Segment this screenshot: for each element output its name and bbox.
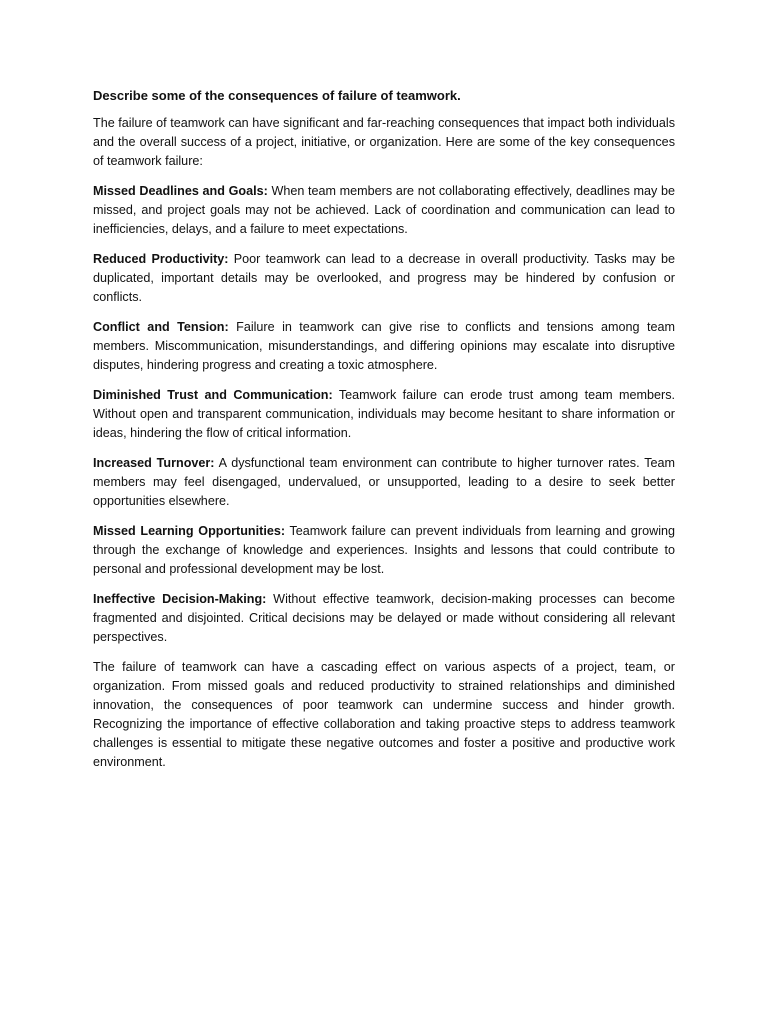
document-title: Describe some of the consequences of failure of teamwork. [93,88,461,103]
consequence-paragraph [93,182,675,239]
consequence-paragraph [93,386,675,443]
consequence-text: When team members are not collaborating effectively, deadlines may be missed, and project goals may not be achieved. Lack of coordination and communication can lead to inefficiencies, delays, and a failure to meet expectations. [93,184,676,236]
consequence-paragraph [93,454,675,511]
consequence-term: Conflict and Tension: [93,320,229,334]
consequence-term: Reduced Productivity: [93,252,229,266]
consequence-text: Without effective teamwork, decision-making processes can become fragmented and disjointed. Critical decisions may be delayed or made without considering all relevant perspectives. [93,592,675,644]
consequence-paragraph [93,590,675,647]
consequence-term: Increased Turnover: [93,456,215,470]
consequence-paragraph [93,522,675,579]
consequence-paragraph [93,250,675,307]
consequence-term: Diminished Trust and Communication: [93,388,333,402]
document-page [93,86,675,783]
conclusion-paragraph: The failure of teamwork can have a cascading effect on various aspects of a project, team, or organization. From missed goals and reduced productivity to strained relationships and diminished innovation, the consequences of poor teamwork can undermine success and hinder growth. Recognizing the importance of effective collaboration and taking proactive steps to address teamwork challenges is essential to mitigate these negative outcomes and foster a positive and productive work environment. [93,660,675,769]
consequence-text: Teamwork failure can prevent individuals from learning and growing through the exchange of knowledge and experiences. Insights and lessons that could contribute to personal and professional development may be lost. [93,524,675,576]
intro-paragraph: The failure of teamwork can have significant and far-reaching consequences that impact both individuals and the overall success of a project, initiative, or organization. Here are some of the key consequences of teamwork failure: [93,116,675,168]
consequence-text: Poor teamwork can lead to a decrease in overall productivity. Tasks may be duplicated, important details may be overlooked, and progress may be hindered by confusion or conflicts. [93,252,676,304]
consequence-term: Ineffective Decision-Making: [93,592,267,606]
consequence-term: Missed Learning Opportunities: [93,524,286,538]
consequence-text: Teamwork failure can erode trust among team members. Without open and transparent communication, individuals may become hesitant to share information or ideas, hindering the flow of critical information. [93,388,675,440]
consequence-term: Missed Deadlines and Goals: [93,184,268,198]
consequence-text: Failure in teamwork can give rise to conflicts and tensions among team members. Miscommunication, misunderstandings, and differing opinions may escalate into disruptive disputes, hindering progress and creating a toxic atmosphere. [93,320,675,372]
consequence-text: A dysfunctional team environment can contribute to higher turnover rates. Team members may feel disengaged, undervalued, or unsupported, leading to a desire to seek better opportunities elsewhere. [93,456,675,508]
consequence-paragraph [93,318,675,375]
